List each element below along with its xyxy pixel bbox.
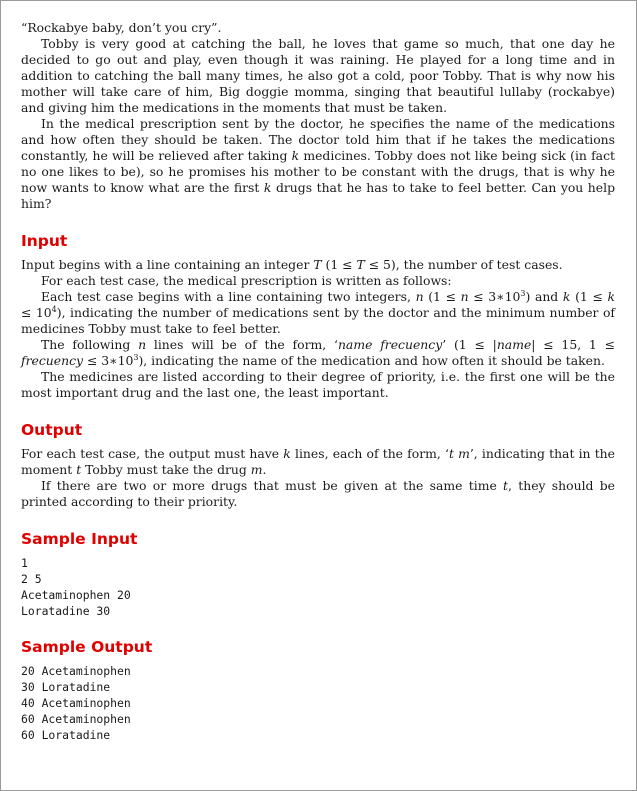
input-line-2: For each test case, the medical prescription is written as follows: bbox=[41, 273, 452, 288]
sample-output-line: 60 Loratadine bbox=[21, 728, 111, 742]
sample-input-line: 2 5 bbox=[21, 572, 42, 586]
input-line-5: The medicines are listed according to their degree of priority, i.e. the first one will be the most important drug and the last one, the least important. bbox=[21, 369, 615, 400]
sample-input-block bbox=[21, 555, 615, 619]
sample-output-line: 60 Acetaminophen bbox=[21, 712, 131, 726]
story-paragraph-2: In the medical prescription sent by the doctor, he specifies the name of the medications and how often they should be taken. The doctor told him that if he takes the medications constantly, he will be relieved after taking k medicines. Tobby does not like being sick (in fact no one likes to be), so he promises his mother to be constant with the drugs, that is why he now wants to know what are the first k drugs that he has to take to feel better. Can you help him? bbox=[21, 116, 615, 211]
output-line-1: For each test case, the output must have k lines, each of the form, ‘t m’, indicating that in the moment t Tobby must take the drug m. bbox=[21, 446, 615, 477]
problem-statement bbox=[21, 20, 615, 743]
story-quote: “Rockabye baby, don’t you cry”. bbox=[21, 20, 222, 35]
sample-input-heading: Sample Input bbox=[21, 530, 138, 548]
sample-output-block bbox=[21, 663, 615, 743]
sample-input-line: Acetaminophen 20 bbox=[21, 588, 131, 602]
sample-input-line: 1 bbox=[21, 556, 28, 570]
sample-input-line: Loratadine 30 bbox=[21, 604, 111, 618]
input-line-1: Input begins with a line containing an integer T (1 ≤ T ≤ 5), the number of test cases. bbox=[21, 257, 563, 272]
story-paragraph-1: Tobby is very good at catching the ball, he loves that game so much, that one day he decided to go out and play, even though it was raining. He played for a long time and in addition to catching the ball many times, he also got a cold, poor Tobby. That is why now his mother will take care of him, Big doggie momma, singing that beautiful lullaby (rockabye) and giving him the medications in the moments that must be taken. bbox=[21, 36, 615, 115]
sample-output-line: 20 Acetaminophen bbox=[21, 664, 131, 678]
output-heading: Output bbox=[21, 421, 83, 439]
output-line-2: If there are two or more drugs that must be given at the same time t, they should be printed according to their priority. bbox=[21, 478, 615, 509]
sample-output-heading: Sample Output bbox=[21, 638, 153, 656]
input-line-4: The following n lines will be of the form, ‘name frecuency’ (1 ≤ |name| ≤ 15, 1 ≤ frecuency ≤ $3∗10^3$), indicating the name of the medication and how often it should be taken. bbox=[21, 337, 615, 368]
input-heading: Input bbox=[21, 232, 68, 250]
sample-output-line: 30 Loratadine bbox=[21, 680, 111, 694]
sample-output-line: 40 Acetaminophen bbox=[21, 696, 131, 710]
input-line-3: Each test case begins with a line containing two integers, n $(1 \le n \le 3∗10^3)$ and k $(1 \le k \le 10^4)$, indicating the number of medications sent by the doctor and the minimum number of medicines Tobby must take to feel better. bbox=[21, 289, 615, 336]
